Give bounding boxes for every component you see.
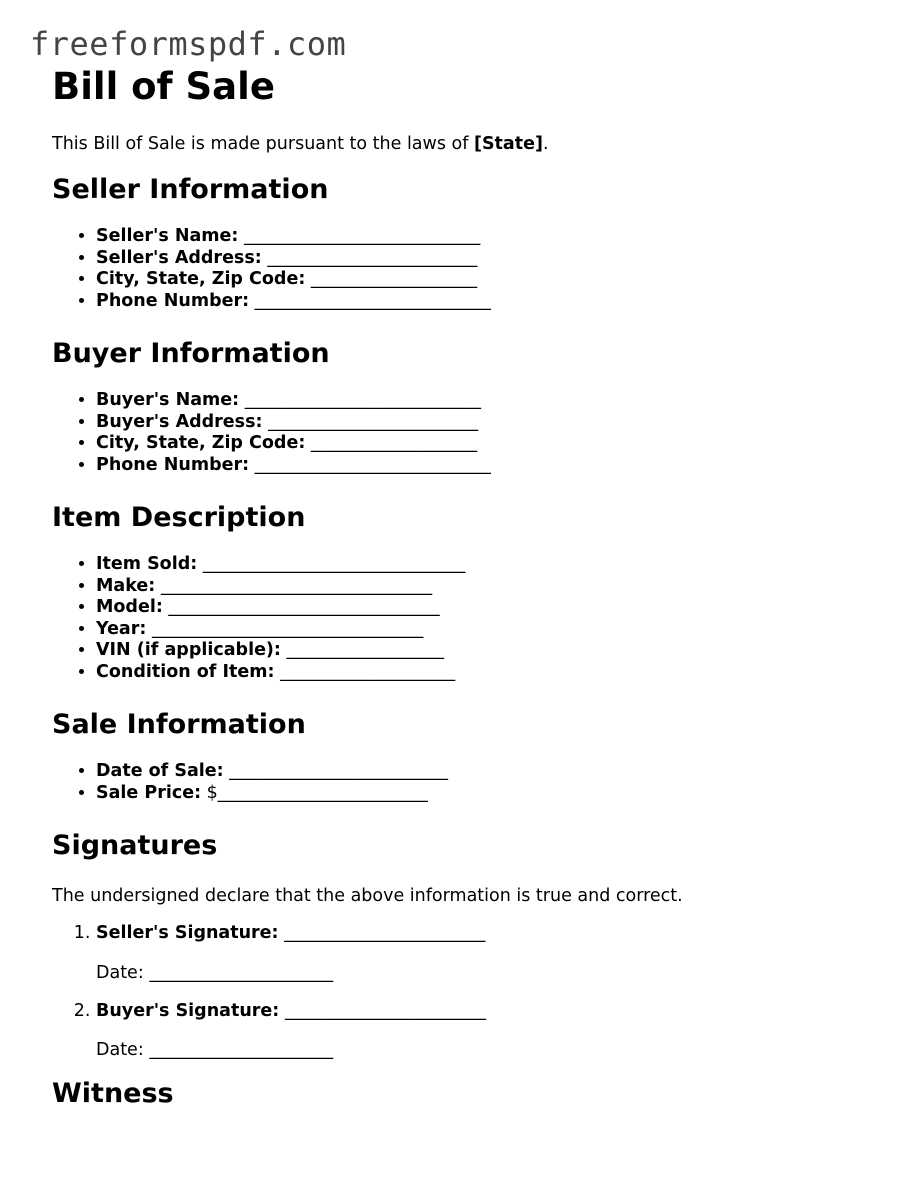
blank-line: ______________________________	[202, 554, 466, 574]
buyer-heading: Buyer Information	[52, 338, 330, 369]
field-label: Model:	[96, 597, 163, 617]
sale-fields	[52, 761, 892, 804]
document	[52, 62, 892, 1112]
item-section	[52, 500, 892, 683]
item-sold-field	[96, 554, 892, 576]
buyer-date-line	[96, 1038, 892, 1062]
item-condition-field	[96, 662, 892, 684]
sale-price-field	[96, 783, 892, 805]
field-label: Phone Number:	[96, 290, 250, 311]
blank-line: ________________________	[268, 411, 479, 432]
field-label: City, State, Zip Code:	[96, 433, 306, 453]
buyer-address-field	[96, 412, 892, 434]
item-fields	[52, 554, 892, 683]
blank-line: _______________________________	[151, 618, 424, 639]
blank-line: __________________	[286, 640, 445, 660]
field-label: Seller's Signature:	[96, 923, 279, 943]
sale-heading: Sale Information	[52, 709, 306, 740]
field-label: Item Sold:	[96, 554, 198, 574]
sale-date-field	[96, 761, 892, 783]
seller-signature-item	[96, 923, 892, 985]
blank-line: _______________________________	[168, 597, 440, 617]
intro-period: .	[542, 134, 549, 154]
blank-line: ___________________________	[243, 226, 481, 246]
field-label: Date of Sale:	[96, 761, 224, 781]
signatures-heading: Signatures	[52, 830, 218, 861]
sale-section	[52, 707, 892, 804]
blank-line: _____________________	[149, 1040, 334, 1060]
field-label: Condition of Item:	[96, 661, 275, 682]
item-heading: Item Description	[52, 502, 306, 533]
field-label: Sale Price:	[96, 782, 202, 803]
item-model-field	[96, 597, 892, 619]
blank-line: ________________________	[267, 247, 478, 268]
blank-line: _________________________	[229, 761, 448, 781]
item-year-field	[96, 619, 892, 641]
seller-address-field	[96, 248, 892, 270]
item-vin-field	[96, 640, 892, 662]
blank-line: $________________________	[206, 782, 428, 803]
blank-line: _____________________	[149, 962, 334, 983]
page-title: Bill of Sale	[52, 65, 275, 108]
seller-heading: Seller Information	[52, 174, 329, 205]
blank-line: _______________________	[284, 923, 486, 943]
buyer-signature-item	[96, 1001, 892, 1063]
seller-fields	[52, 226, 892, 312]
seller-section	[52, 172, 892, 312]
seller-name-field	[96, 226, 892, 248]
seller-date-line	[96, 961, 892, 985]
signatures-declaration: The undersigned declare that the above information is true and correct.	[52, 886, 683, 906]
blank-line: ___________________________	[254, 454, 491, 475]
witness-heading: Witness	[52, 1078, 174, 1109]
date-label: Date:	[96, 1040, 144, 1060]
field-label: Buyer's Name:	[96, 390, 240, 410]
blank-line: ___________________	[310, 269, 478, 289]
item-make-field	[96, 576, 892, 598]
field-label: Year:	[96, 618, 147, 639]
buyer-city-state-zip-field	[96, 433, 892, 455]
blank-line: ____________________	[280, 661, 456, 682]
field-label: Phone Number:	[96, 454, 250, 475]
watermark: freeformspdf.com	[30, 25, 347, 63]
buyer-section	[52, 336, 892, 476]
field-label: VIN (if applicable):	[96, 640, 281, 660]
intro-text: This Bill of Sale is made pursuant to the laws of	[52, 134, 474, 154]
signatures-section	[52, 828, 892, 1062]
field-label: Seller's Address:	[96, 247, 262, 268]
seller-city-state-zip-field	[96, 269, 892, 291]
field-label: Buyer's Signature:	[96, 1000, 280, 1021]
blank-line: _______________________________	[160, 575, 433, 596]
buyer-name-field	[96, 390, 892, 412]
field-label: Make:	[96, 575, 156, 596]
state-placeholder: [State]	[473, 134, 543, 154]
date-label: Date:	[96, 962, 144, 983]
buyer-phone-field	[96, 455, 892, 477]
intro-paragraph	[52, 132, 892, 156]
signature-list	[52, 923, 892, 1062]
buyer-fields	[52, 390, 892, 476]
blank-line: ___________________________	[254, 290, 491, 311]
field-label: Buyer's Address:	[96, 411, 263, 432]
seller-phone-field	[96, 291, 892, 313]
blank-line: _______________________	[284, 1000, 487, 1021]
field-label: Seller's Name:	[96, 226, 239, 246]
blank-line: ___________________________	[244, 390, 481, 410]
witness-section	[52, 1076, 892, 1112]
blank-line: ___________________	[310, 433, 478, 453]
field-label: City, State, Zip Code:	[96, 269, 306, 289]
